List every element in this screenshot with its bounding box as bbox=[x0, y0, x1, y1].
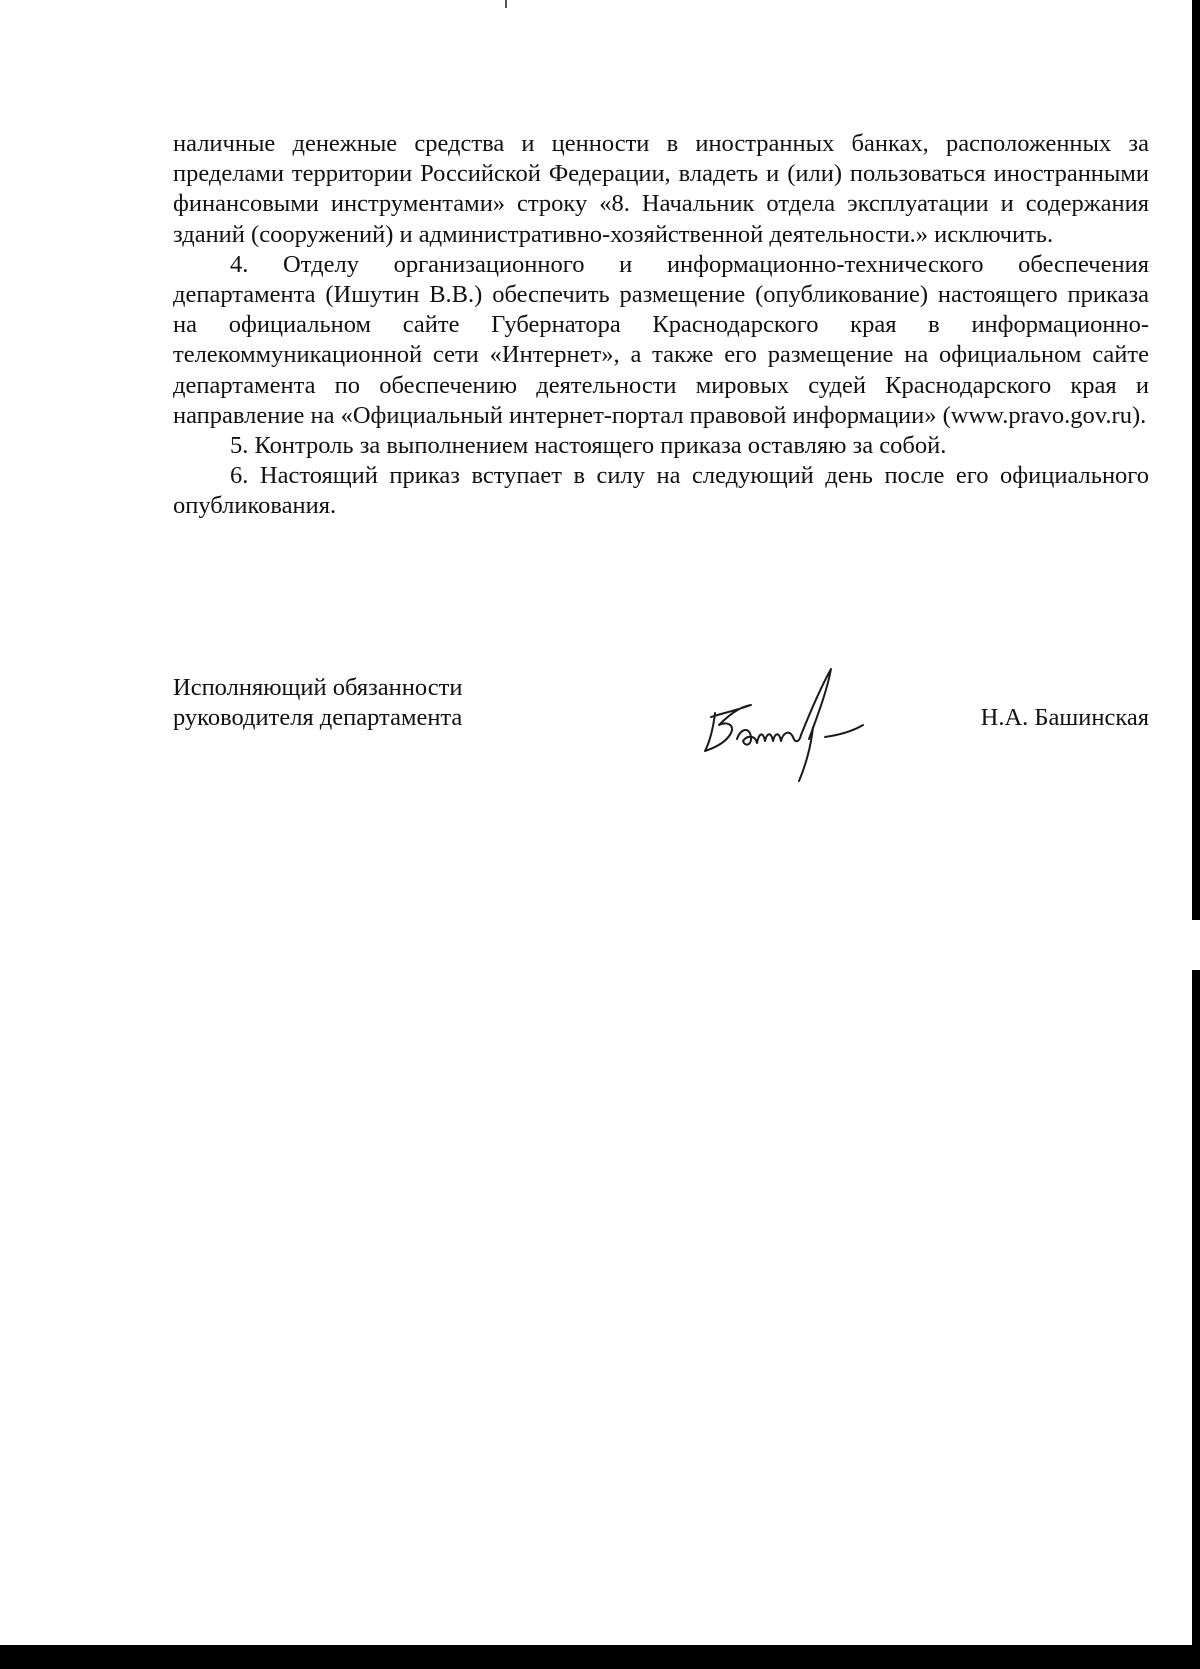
paragraph-item-4: 4. Отделу организационного и информационно-технического обеспечения департамента (Ишутин В.В.) обеспечить размещение (опубликование) настоящего приказа на официальном сайте Губернатора Краснодарского края в информационно-телекоммуникационной сети «Интернет», а также его размещение на официальном сайте департамента по обеспечению деятельности мировых судей Краснодарского края и направление на «Официальный интернет-портал правовой информации» (www.pravo.gov.ru). bbox=[173, 250, 1149, 429]
scan-edge-right bbox=[1192, 0, 1200, 1669]
paragraph-continuation: наличные денежные средства и ценности в иностранных банках, расположенных за пределами территории Российской Федерации, владеть и (или) пользоваться иностранными финансовыми инструментами» строку «8. Начальник отдела эксплуатации и содержания зданий (сооружений) и административно-хозяйственной деятельности.» исключить. bbox=[173, 130, 1149, 248]
signatory-name: Н.А. Башинская bbox=[980, 704, 1149, 731]
scan-artifact bbox=[505, 0, 507, 8]
scan-edge-bottom bbox=[0, 1645, 1200, 1669]
document-body bbox=[173, 129, 1149, 522]
signatory-title bbox=[173, 673, 462, 733]
signature-block bbox=[173, 673, 1149, 793]
handwritten-signature bbox=[693, 655, 893, 785]
scan-edge-gap bbox=[1192, 920, 1200, 970]
signatory-title-line2: руководителя департамента bbox=[173, 704, 463, 732]
paragraph-item-6: 6. Настоящий приказ вступает в силу на следующий день после его официального опубликования. bbox=[173, 462, 1149, 520]
paragraph-item-5: 5. Контроль за выполнением настоящего приказа оставляю за собой. bbox=[230, 432, 947, 460]
signatory-title-line1: Исполняющий обязанности bbox=[173, 674, 463, 701]
